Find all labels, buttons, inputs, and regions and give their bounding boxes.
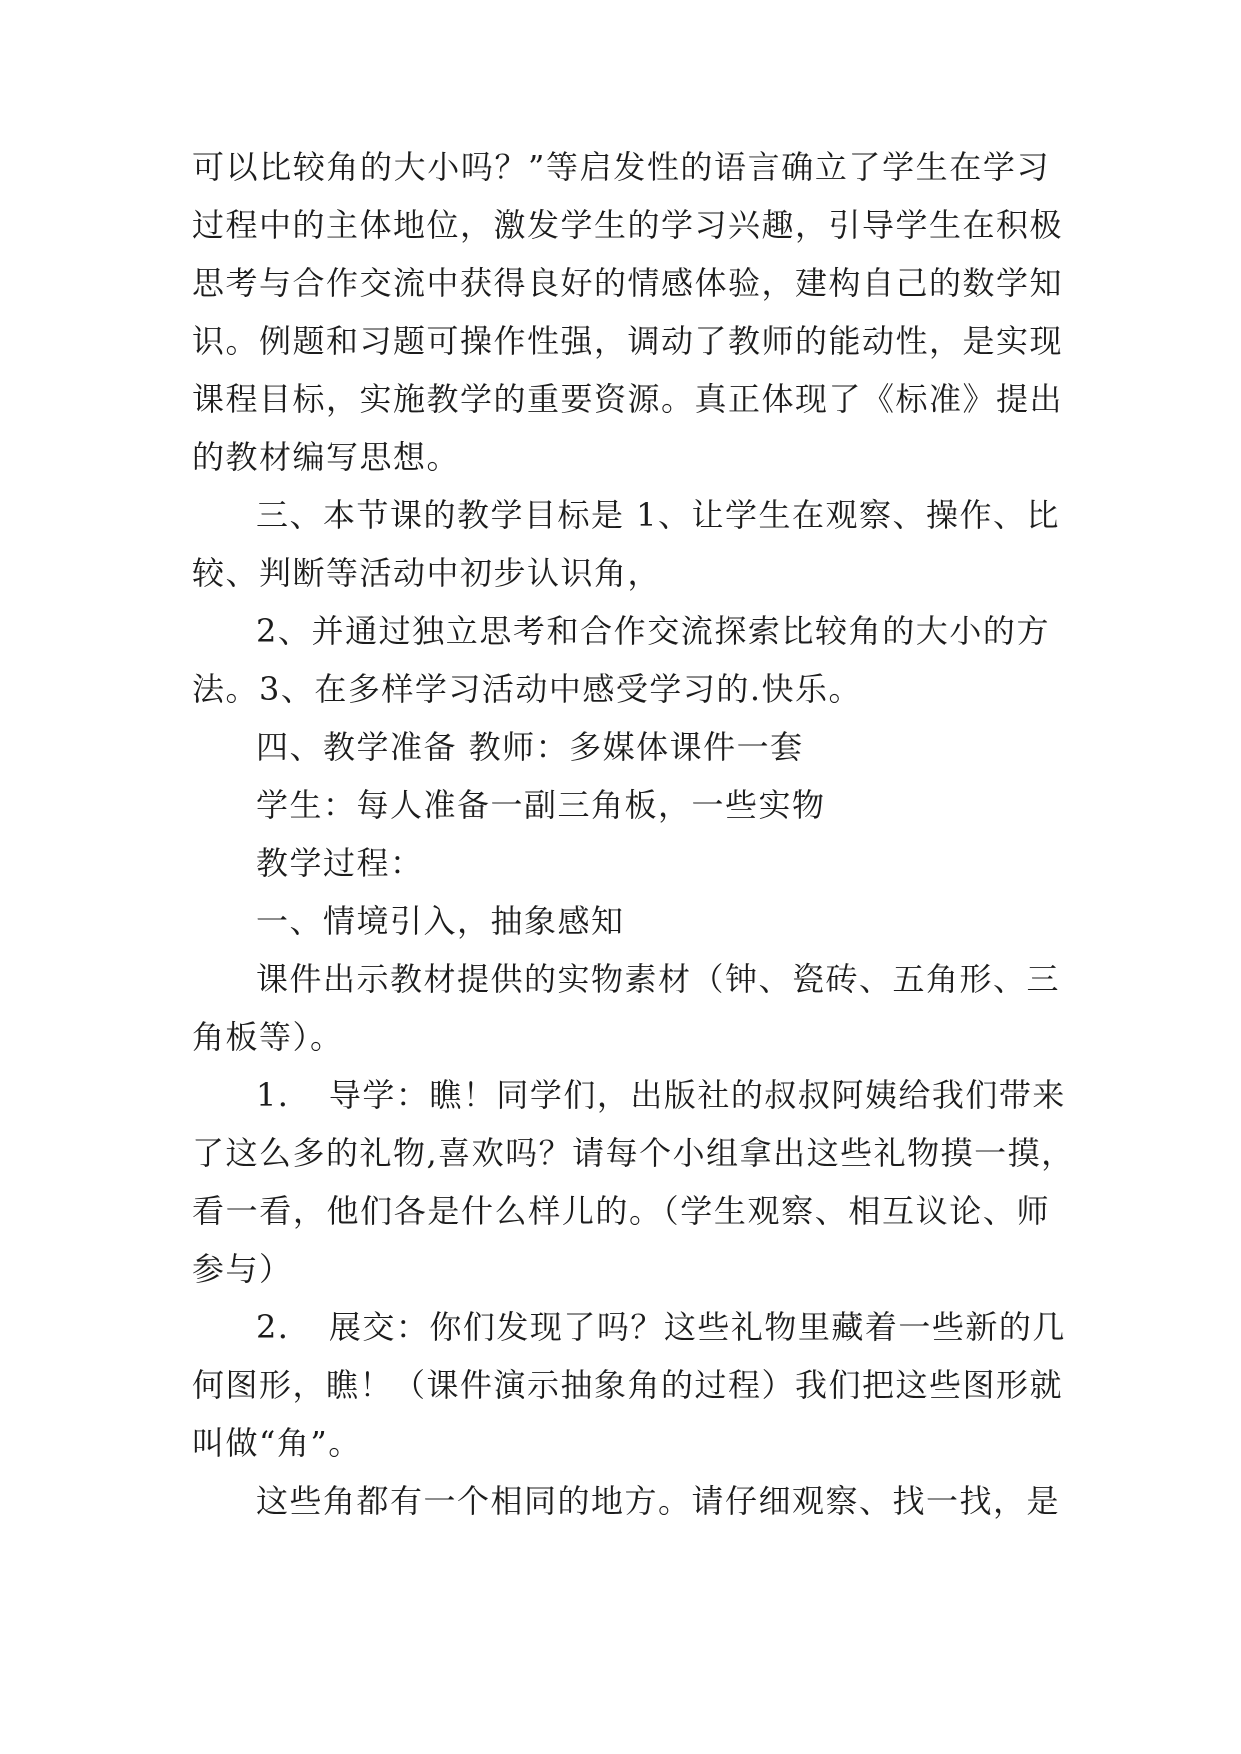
text-line: 过程中的主体地位，激发学生的学习兴趣，引导学生在积极 xyxy=(192,206,1064,244)
text-line: 三、本节课的教学目标是 1、让学生在观察、操作、比 xyxy=(256,496,1061,534)
text-line: 叫做“角”。 xyxy=(192,1424,362,1462)
text-line: 教学过程： xyxy=(256,844,424,882)
text-line: 较、判断等活动中初步认识角， xyxy=(192,554,662,592)
text-line: 1． 导学：瞧！同学们，出版社的叔叔阿姨给我们带来 xyxy=(256,1076,1066,1114)
text-line: 思考与合作交流中获得良好的情感体验，建构自己的数学知 xyxy=(192,264,1064,302)
text-line: 2、并通过独立思考和合作交流探索比较角的大小的方 xyxy=(256,612,1050,650)
text-line: 课程目标，实施教学的重要资源。真正体现了《标准》提出 xyxy=(192,380,1064,418)
text-line: 参与） xyxy=(192,1250,293,1288)
text-line: 四、教学准备 教师：多媒体课件一套 xyxy=(256,728,804,766)
text-line: 的教材编写思想。 xyxy=(192,438,461,476)
text-line: 2． 展交：你们发现了吗？这些礼物里藏着一些新的几 xyxy=(256,1308,1066,1346)
text-line: 学生：每人准备一副三角板，一些实物 xyxy=(256,786,826,824)
text-line: 了这么多的礼物,喜欢吗？请每个小组拿出这些礼物摸一摸， xyxy=(192,1134,1075,1172)
text-line: 可以比较角的大小吗？”等启发性的语言确立了学生在学习 xyxy=(192,148,1050,186)
text-line: 看一看，他们各是什么样儿的。（学生观察、相互议论、师 xyxy=(192,1192,1050,1230)
text-line: 角板等）。 xyxy=(192,1018,344,1056)
text-line: 法。3、在多样学习活动中感受学习的.快乐。 xyxy=(192,670,863,708)
text-line: 课件出示教材提供的实物素材（钟、瓷砖、五角形、三 xyxy=(256,960,1061,998)
text-line: 识。例题和习题可操作性强，调动了教师的能动性，是实现 xyxy=(192,322,1064,360)
text-line: 何图形，瞧！（课件演示抽象角的过程）我们把这些图形就 xyxy=(192,1366,1064,1404)
text-line: 这些角都有一个相同的地方。请仔细观察、找一找，是 xyxy=(256,1482,1061,1520)
text-line: 一、情境引入，抽象感知 xyxy=(256,902,625,940)
